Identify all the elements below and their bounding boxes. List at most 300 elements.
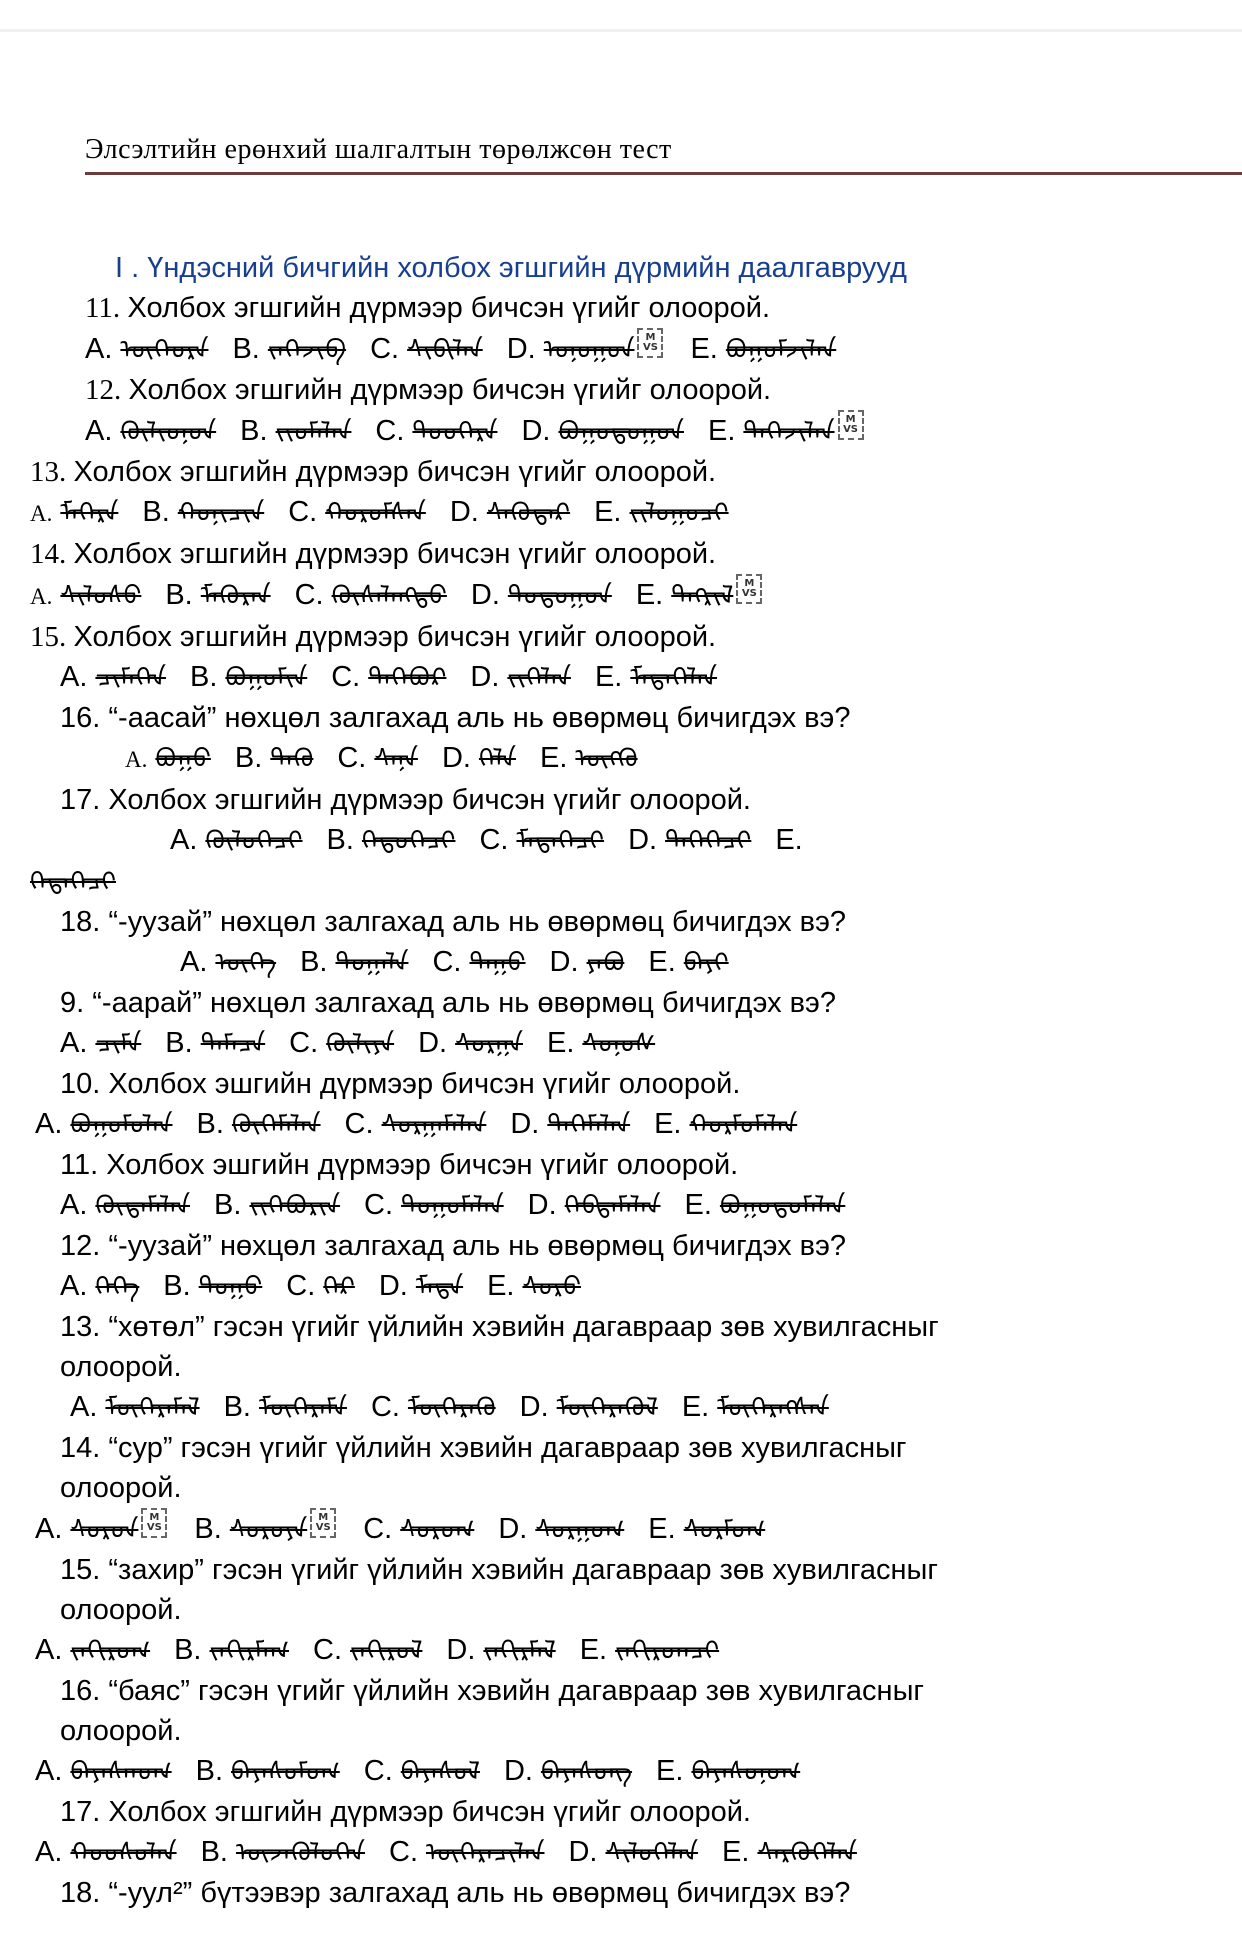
top-separator-line [0,29,1242,32]
options-row [0,1630,1242,1671]
option-label: D. [441,742,471,774]
option-label: A. [35,1513,63,1545]
option-label: B. [174,1634,202,1666]
mvs-bottom: VS [843,424,859,435]
option-label: A. [60,661,88,693]
option [163,1270,262,1302]
question-line [0,780,1242,820]
mvs-top: M [318,1512,329,1523]
option-label: E. [656,1755,684,1787]
option-label: A. [180,946,208,978]
option-script: ᠰᠡᠭᠦᠳᠡᠷ [486,498,571,528]
option [165,579,270,611]
option-label: E. [487,1270,515,1302]
question-text: Холбох эгшгийн дүрмээр бичсэн үгийг олоорой. [127,292,771,324]
question-number: 13. [60,1311,109,1343]
option [345,1108,487,1140]
option-label: D. [498,1513,528,1545]
option-label: A. [60,1270,88,1302]
option [35,1634,150,1666]
option-script: ᠪᠠᠶᠠᠰᠬᠤᠭ [70,1757,172,1787]
option-label: B. [326,824,354,856]
option-label: C. [479,824,509,856]
option-label: C. [294,579,324,611]
option [60,1270,139,1302]
option-label: E. [594,661,623,693]
option-script: ᠲᠣᠲᠣᠭᠣᠨ [507,581,612,611]
document-header: Элсэлтийн ерөнхий шалгалтын төрөлжсөн тест [85,134,672,165]
section-title: I . Үндэсний бичгийн холбох эгшгийн дүрмийн даалгаврууд [115,252,907,284]
option-label: B. [223,1391,251,1423]
option-label: D. [470,661,500,693]
option-script: ᠲᠡᠭᠷᠢᠯ [671,581,734,611]
option-label: E. [690,333,718,365]
option-script: ᠵᠠᠬᠢᠷᠮᠠᠯ [483,1636,556,1666]
option [30,496,118,528]
option-label: D. [506,333,536,365]
mvs-top: M [845,414,856,425]
option [165,1027,265,1059]
question-text-wrap: олоорой. [60,1472,182,1504]
option-script: ᠪᠣᠭᠣᠮᠣᠯᠠᠨ [70,1110,173,1140]
option-label: B. [195,1755,224,1787]
option-label: D. [503,1755,533,1787]
mvs-bottom: VS [315,1522,331,1533]
option-script: ᠰᠤᠷᠮᠤᠭ [683,1515,766,1545]
option-label: B. [142,496,170,528]
option-script: ᠪᠠᠶᠠᠰᠤᠯ [400,1757,480,1787]
option-label: C. [313,1634,343,1666]
option-label: C. [363,1755,393,1787]
question-number: 12. [85,374,129,406]
option-label: E. [654,1108,682,1140]
option-script: ᠲᠡᠮᠡᠴᠡ [200,1029,266,1059]
option [504,1755,632,1787]
question-text: Холбох эгшгийн дүрмээр бичсэн үгийг олоорой. [73,621,717,653]
question-line [0,534,1242,574]
option-label: C. [370,333,400,365]
option [775,824,810,856]
mvs-top: M [645,332,656,343]
option-script: ᠰᠤᠷᠤᠨ [70,1515,139,1545]
question-text-wrap: олоорой. [60,1351,182,1383]
option [521,415,684,447]
option-script: ᠬᠡᠳᠦᠭᠡᠴᠢ [361,826,456,856]
option-label: E. [648,946,676,978]
wrapped-option-line [0,861,1242,902]
option [690,333,836,365]
question-number: 18. [60,1877,109,1909]
options-row [0,1508,1242,1550]
question-text: “-уузай” нөхцөл залгахад аль нь өвөрмөц бичигдэх вэ? [108,906,847,938]
question-line [0,288,1242,328]
question-text: Холбох эгшгийн дүрмээр бичсэн үгийг олоорой. [108,1796,751,1828]
option-script: ᠰᠤᠷᠭᠠᠮᠠᠯᠠᠨ [381,1110,487,1140]
question-number: 16. [60,1675,109,1707]
option-script: ᠥᠭᠭᠦ [575,744,638,774]
question-line [0,1873,1242,1913]
option [30,579,141,611]
question-text-wrap: олоорой. [60,1715,182,1747]
option [722,1836,857,1868]
option-label: C. [375,415,405,447]
option-script: ᠲᠡᠭᠦ [270,744,314,774]
option-label: E. [707,415,736,447]
option [142,496,264,528]
option-label: C. [389,1836,418,1868]
mvs-bottom: VS [642,342,658,353]
option [331,661,446,693]
option-script: ᠮᠥᠭᠡᠷᠡᠭᠦᠯ [556,1393,658,1423]
option [196,1755,340,1787]
option-script: ᠵᠡᠭᠡᠵᠢᠪ [267,335,347,365]
option-script: ᠪᠣᠭᠣᠳᠣᠮᠠᠯᠠᠨ [719,1191,846,1221]
option [471,579,612,611]
option-script: ᠲᠣᠭᠠᠯᠠ [335,948,409,978]
option [594,496,729,528]
option [540,742,638,774]
option [363,1513,474,1545]
option-label: C. [337,742,367,774]
option-script: ᠰᠤᠷᠤᠭ [400,1515,475,1545]
option-label: D. [378,1270,408,1302]
option-script: ᠰᠤᠷᠤ [522,1272,581,1302]
option-script: ᠳᠤᠭᠤ [198,1272,263,1302]
document-content [0,248,1242,1913]
mvs-missing-glyph-icon [736,574,762,604]
option-script: ᠰᠠᠨᠠ [374,744,418,774]
question-number: 16. [60,702,109,734]
options-row [0,492,1242,534]
option-label: B. [196,1108,224,1140]
option-script: ᠵᠢᠥᠮᠠᠯᠠᠨ [275,417,352,447]
question-text: Холбох эшгийн дүрмээр бичсэн үгийг олоорой. [106,1149,739,1181]
option-script: ᠲᠡᠭᠡᠭᠡᠴᠢ [665,826,752,856]
question-text: Холбох эгшгийн дүрмээр бичсэн үгийг олоорой. [128,374,772,406]
option-script: ᠵᠠᠬᠢᠷᠮᠠᠭ [209,1636,290,1666]
question-text: “-уузай” нөхцөл залгахад аль нь өвөрмөц бичигдэх вэ? [108,1230,847,1262]
options-row [0,1023,1242,1064]
option [510,1108,630,1140]
option-label: A. [35,1108,63,1140]
mvs-missing-glyph-icon [141,1508,167,1538]
option [446,1634,555,1666]
question-line [0,1671,1242,1711]
question-number: 18. [60,906,109,938]
option-script: ᠬᠡᠪᠲᠡᠮᠡᠯᠡᠨ [564,1191,661,1221]
question-number: 15. [60,1554,109,1586]
option-script: ᠮᠡᠳᠡᠭᠡᠯᠡᠨ [630,663,718,693]
option-script: ᠬᠣᠷᠮᠣᠮᠠᠯᠠᠨ [689,1110,798,1140]
option [240,415,351,447]
option-script: ᠪᠣᠭᠣ [155,744,211,774]
option-label: C. [289,1027,319,1059]
option [214,1189,340,1221]
option [201,1836,365,1868]
question-number: 14. [30,538,74,570]
questions [0,288,1242,1913]
wrapped-option-script: ᠬᠡᠳᠡᠭᠡᠴᠢ [30,867,117,897]
options-row [0,574,1242,617]
option-label: D. [470,579,500,611]
option-label: D. [628,824,658,856]
option-script: ᠰᠣᠨᠣᠰ [582,1029,656,1059]
question-line [0,1428,1242,1468]
option-label: D. [446,1634,476,1666]
option [313,1634,422,1666]
option-script: ᠮᠥᠭᠡᠷᠡᠮᠡᠯ [105,1393,200,1423]
option [507,333,667,365]
question-text: Холбох эгшгийн дүрмээр бичсэн үгийг олоорой. [108,784,751,816]
option-script: ᠴᠢᠮᠡ [95,1029,142,1059]
question-text: “хөтөл” гэсэн үгийг үйлийн хэвийн дагавраар зөв хувилгасныг [108,1311,939,1343]
option-script: ᠬᠡᠯᠡ [478,744,516,774]
option [288,496,426,528]
question-number: 15. [30,621,74,653]
mvs-bottom: VS [741,588,757,599]
option-label: E. [648,1513,676,1545]
question-number: 17. [60,1796,109,1828]
option [628,824,751,856]
option-script: ᠬᠥᠯᠥᠭᠡᠴᠢ [205,826,303,856]
option-label: B. [240,415,268,447]
question-line [0,1792,1242,1832]
option-script: ᠬᠥᠳᠡᠮᠡᠯᠡᠨ [95,1191,191,1221]
option-script: ᠰᠢᠯᠦᠭᠡᠯᠡᠨ [605,1838,699,1868]
option [648,1513,765,1545]
mvs-bottom: VS [146,1522,162,1533]
option-label: B. [234,742,263,774]
option [375,415,497,447]
question-text: Холбох эгшгийн дүрмээр бичсэн үгийг олоорой. [73,538,717,570]
option-label: B. [163,1270,191,1302]
option-script: ᠵᠠᠬᠢᠷᠤᠭ [70,1636,151,1666]
option-label: C. [288,496,318,528]
option-script: ᠵᠢᠭᠡᠯᠡᠨ [507,663,571,693]
option [450,496,570,528]
option [580,1634,719,1666]
option-script: ᠰᠤᠷᠭᠠ [455,1029,523,1059]
option-label: A. [35,1634,63,1666]
options-row [0,1185,1242,1226]
options-row [0,1266,1242,1307]
option-label: A. [85,415,113,447]
option [85,333,208,365]
option-label: D. [449,496,479,528]
option-script: ᠲᠡᠭᠡᠪᠦᠷ [368,663,447,693]
question-text: “-аарай” нөхцөл залгахад аль нь өвөрмөц бичигдэх вэ? [92,987,836,1019]
option-label: C. [344,1108,374,1140]
option-script: ᠬᠦᠰᠡᠯᠡᠩᠲᠦ [331,581,447,611]
option [35,1108,172,1140]
question-number: 11. [85,292,128,324]
option-script: ᠮᠥᠭᠡᠷᠡᠭᠰᠡᠨ [717,1393,829,1423]
options-row [0,942,1242,983]
option-label: E. [579,1634,608,1666]
option [550,946,625,978]
question-number: 13. [30,456,74,488]
option-label: E. [546,1027,575,1059]
option [70,1391,200,1423]
question-line [0,902,1242,942]
option [568,1836,698,1868]
question-text: “-уул²” бүтээвэр залгахад аль нь өвөрмөц бичигдэх вэ? [108,1877,851,1909]
option [432,946,525,978]
option-script: ᠲᠣᠭᠣᠮᠠᠯᠠᠨ [401,1191,504,1221]
option [654,1108,797,1140]
option-label: C. [331,661,361,693]
option-label: D. [568,1836,598,1868]
option-label: B. [194,1513,222,1545]
option [337,742,418,774]
option-label: B. [232,333,260,365]
options-row [0,1104,1242,1145]
option-label: A. [30,584,53,609]
options-row [0,1387,1242,1428]
option-script: ᠪᠣᠭᠣᠲᠣᠭᠣᠨ [558,417,684,447]
question-text: “захир” гэсэн үгийг үйлийн хэвийн дагавраар зөв хувилгасныг [108,1554,938,1586]
option-label: D. [510,1108,540,1140]
option-script: ᠬᠡᠭᠡ [95,1272,140,1302]
option [442,742,516,774]
question-line [0,452,1242,492]
option-label: D. [418,1027,448,1059]
option-label: E. [594,496,622,528]
option [364,1189,504,1221]
option-label: B. [165,579,193,611]
option-label: C. [286,1270,316,1302]
option [85,415,216,447]
option-script: ᠪᠠᠶᠢ [683,948,729,978]
option-label: E. [540,742,568,774]
option-label: C. [370,1391,400,1423]
option-script: ᠣᠨᠣᠭᠣᠨ [543,335,635,365]
option-label: A. [60,1189,88,1221]
question-number: 11. [60,1149,107,1181]
option-script: ᠥᠭᠡᠥᠷᠡ [120,335,209,365]
option-label: D. [527,1189,557,1221]
option-label: A. [170,824,198,856]
option [498,1513,624,1545]
option-script: ᠲᠡᠭᠡᠮᠡᠯᠡᠨ [547,1110,631,1140]
option-script: ᠰᠢᠪᠢᠯᠠᠨ [407,335,483,365]
mvs-missing-glyph-icon [637,328,663,358]
question-line [0,698,1242,738]
question-number: 9. [60,987,93,1019]
option-script: ᠰᠡᠷᠭᠦᠭᠡᠯᠡᠨ [757,1838,857,1868]
option [224,1391,347,1423]
option-label: E. [775,824,803,856]
option-script: ᠪᠠᠶᠠᠰᠤᠩ [540,1757,633,1787]
question-line [0,617,1242,657]
option-script: ᠬᠣᠣᠰᠣᠯᠠᠨ [70,1838,177,1868]
option-label: A. [70,1391,98,1423]
question-text: “-аасай” нөхцөл залгахад аль нь өвөрмөц бичигдэх вэ? [108,702,851,734]
option-script: ᠬᠡᠷ [323,1272,355,1302]
option-script: ᠮᠥᠭᠡᠷᠡᠬᠦ [407,1393,496,1423]
option-label: D. [519,1391,549,1423]
question-line [0,983,1242,1023]
option-script: ᠲᠡᠭᠡᠵᠢᠯᠡᠨ [743,417,835,447]
option [170,824,303,856]
mvs-missing-glyph-icon [838,410,864,440]
question-text: “сур” гэсэн үгийг үйлийн хэвийн дагавраар зөв хувилгасныг [108,1432,907,1464]
option [232,333,346,365]
option-label: B. [165,1027,193,1059]
option-label: C. [363,1513,393,1545]
option [60,661,166,693]
option-script: ᠮᠡᠳᠡᠭᠡᠴᠢ [516,826,605,856]
options-row [0,1751,1242,1792]
option-label: B. [189,661,218,693]
option [125,742,211,774]
option-label: D. [521,415,551,447]
option-script: ᠵᠢᠭᠡᠪᠦᠷᠢᠨ [249,1191,341,1221]
option [708,415,867,447]
option [479,824,604,856]
option [528,1189,661,1221]
question-number: 12. [60,1230,109,1262]
question-line [0,1226,1242,1266]
option-script: ᠰᠤᠷᠭᠤᠭ [535,1515,625,1545]
option [371,1391,496,1423]
option [470,661,571,693]
option-script: ᠵᠢᠯᠣᠭᠣᠴᠢ [629,498,729,528]
question-number: 17. [60,784,109,816]
option [379,1270,463,1302]
option [389,1836,544,1868]
option [684,1189,845,1221]
option [636,579,766,611]
option [648,946,728,978]
option-script: ᠬᠣᠨᠢᠴᠢᠨ [177,498,265,528]
option [487,1270,581,1302]
option-label: A. [35,1836,63,1868]
question-number: 10. [60,1068,109,1100]
option [194,1513,339,1545]
option [682,1391,829,1423]
option-script: ᠮᠡᠭᠦᠷᠡᠨ [200,581,271,611]
option [286,1270,355,1302]
option-script: ᠥᠭᠡ [215,948,277,978]
options-row [0,738,1242,780]
question-text: Холбох эгшгийн дүрмээр бичсэн үгийг олоорой. [73,456,717,488]
option [364,1755,480,1787]
mvs-top: M [744,578,755,589]
option-label: A. [60,1027,88,1059]
options-row [0,1832,1242,1873]
option-label: E. [635,579,664,611]
option-script: ᠬᠣᠷᠣᠮᠰᠠᠨ [325,498,426,528]
option-script: ᠶᠠᠪᠤ [586,948,625,978]
option [180,946,276,978]
option [174,1634,289,1666]
option-script: ᠪᠠᠶᠠᠰᠤᠮᠤᠭ [231,1757,340,1787]
option-script: ᠪᠣᠭᠣᠮᠵᠢᠯᠠᠨ [725,335,837,365]
option-script: ᠥᠭᠡᠷᠡᠴᠢᠯᠡᠨ [426,1838,545,1868]
option [547,1027,655,1059]
option-label: B. [300,946,328,978]
question-text-wrap: олоорой. [60,1594,182,1626]
option [300,946,408,978]
option [418,1027,523,1059]
options-row [0,657,1242,698]
option-script: ᠵᠠᠬᠢᠷᠤᠭᠴᠢ [615,1636,720,1666]
option [295,579,447,611]
option [656,1755,800,1787]
question-line [0,1307,1242,1347]
option-label: B. [200,1836,228,1868]
